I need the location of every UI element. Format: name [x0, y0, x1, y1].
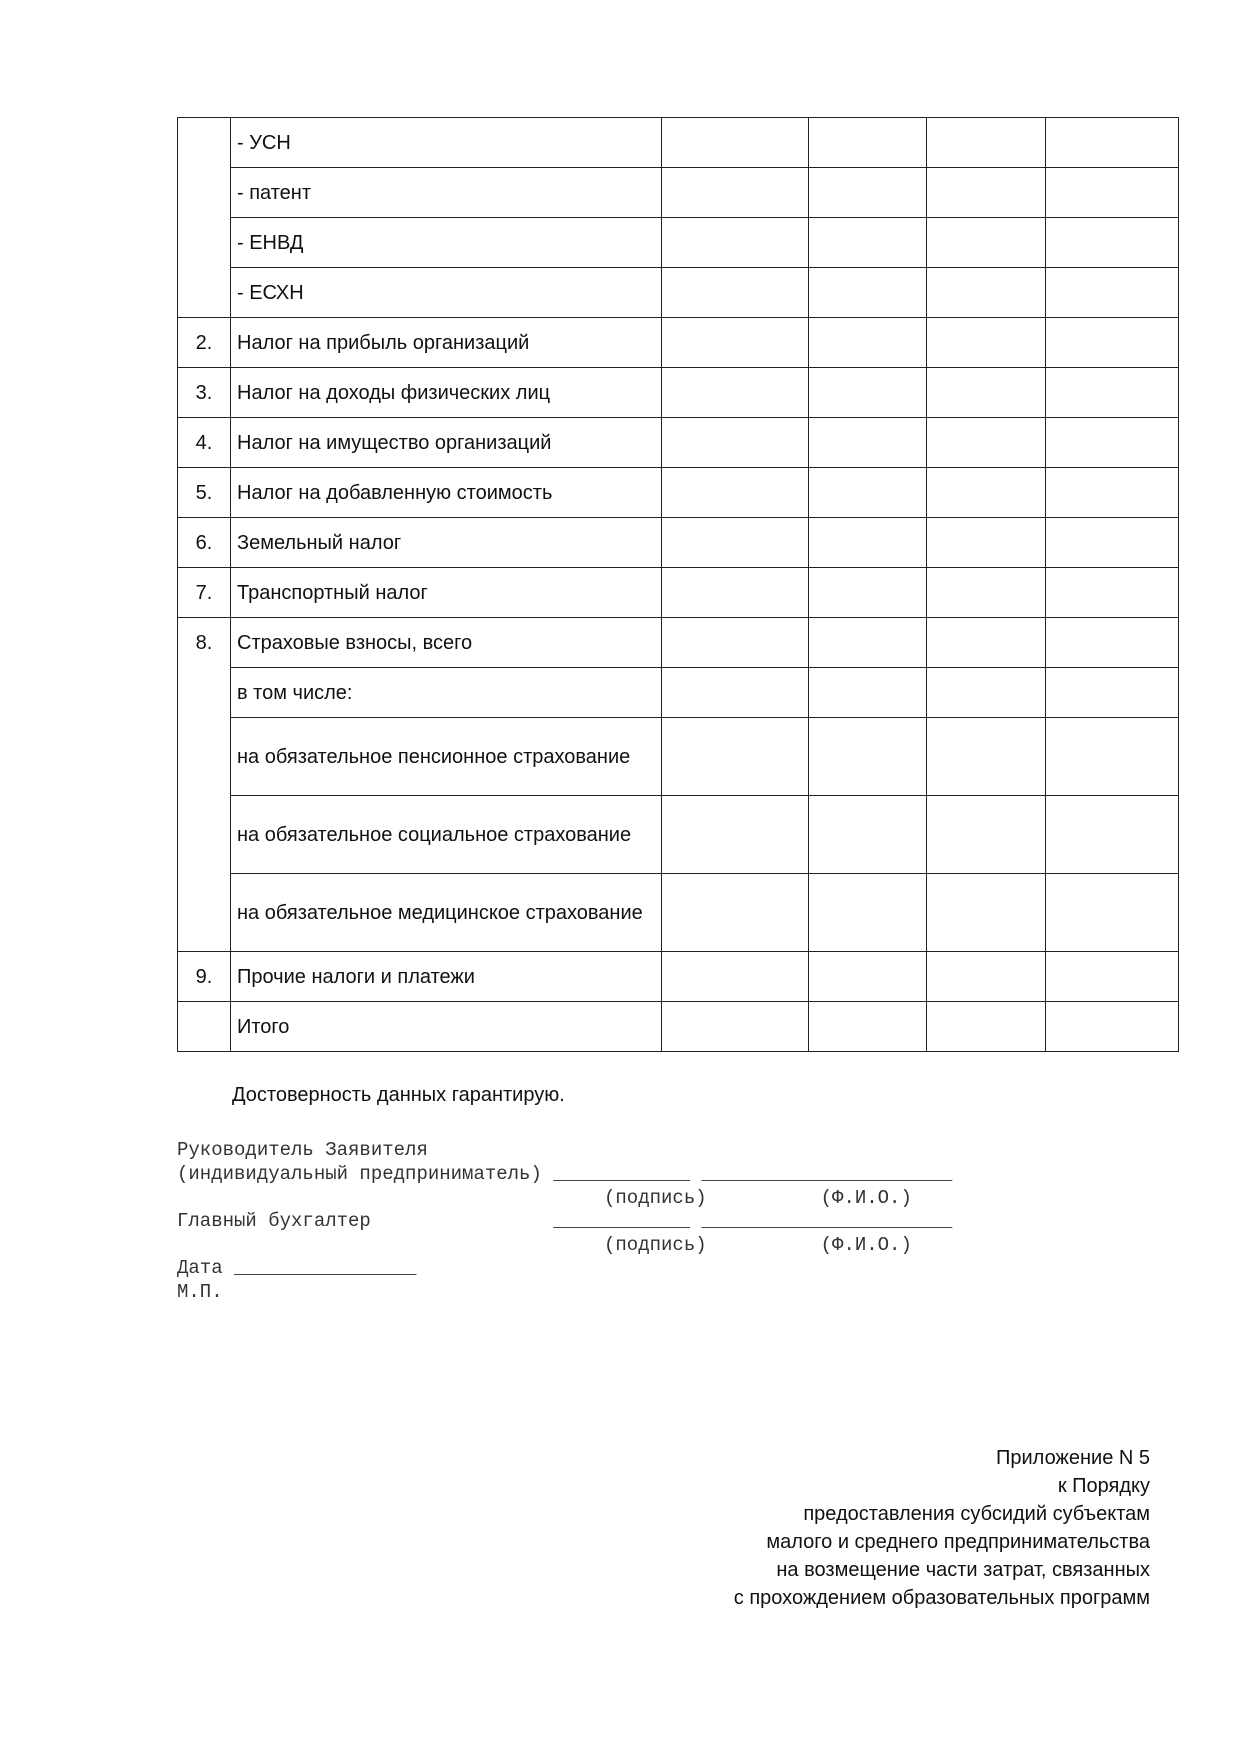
value-cell[interactable] — [927, 468, 1046, 518]
value-cell[interactable] — [809, 668, 927, 718]
value-cell[interactable] — [1046, 1002, 1179, 1052]
value-cell[interactable] — [927, 518, 1046, 568]
value-cell[interactable] — [809, 618, 927, 668]
tax-table — [177, 117, 1179, 1052]
value-cell[interactable] — [1046, 718, 1179, 796]
table-row — [178, 318, 1179, 368]
table-row — [178, 618, 1179, 668]
row-label: на обязательное пенсионное страхование — [231, 718, 662, 796]
value-cell[interactable] — [1046, 568, 1179, 618]
row-label: - ЕНВД — [231, 218, 662, 268]
table-row — [178, 168, 1179, 218]
row-label: в том числе: — [231, 668, 662, 718]
value-cell[interactable] — [1046, 518, 1179, 568]
value-cell[interactable] — [1046, 668, 1179, 718]
row-label: - патент — [231, 168, 662, 218]
guarantee-text: Достоверность данных гарантирую. — [232, 1084, 565, 1106]
value-cell[interactable] — [927, 368, 1046, 418]
value-cell[interactable] — [809, 268, 927, 318]
value-cell[interactable] — [927, 874, 1046, 952]
value-cell[interactable] — [1046, 468, 1179, 518]
value-cell[interactable] — [927, 168, 1046, 218]
value-cell[interactable] — [809, 118, 927, 168]
table-row — [178, 952, 1179, 1002]
value-cell[interactable] — [927, 1002, 1046, 1052]
row-label: Страховые взносы, всего — [231, 618, 662, 668]
row-label: Налог на прибыль организаций — [231, 318, 662, 368]
appendix-line: к Порядку — [1057, 1475, 1150, 1497]
value-cell[interactable] — [927, 218, 1046, 268]
value-cell[interactable] — [662, 468, 809, 518]
row-label: Налог на имущество организаций — [231, 418, 662, 468]
row-number: 6. — [178, 518, 231, 568]
value-cell[interactable] — [927, 718, 1046, 796]
value-cell[interactable] — [809, 368, 927, 418]
row-number — [178, 1002, 231, 1052]
value-cell[interactable] — [809, 318, 927, 368]
table-row — [178, 796, 1179, 874]
value-cell[interactable] — [1046, 168, 1179, 218]
row-label: - УСН — [231, 118, 662, 168]
value-cell[interactable] — [662, 218, 809, 268]
table-row — [178, 568, 1179, 618]
row-label: - ЕСХН — [231, 268, 662, 318]
row-number: 5. — [178, 468, 231, 518]
table-row — [178, 1002, 1179, 1052]
table-row — [178, 218, 1179, 268]
value-cell[interactable] — [1046, 218, 1179, 268]
row-number: 8. — [178, 618, 231, 952]
signature-head-line: (индивидуальный предприниматель) ____________ ______________________ — [177, 1163, 953, 1185]
value-cell[interactable] — [809, 796, 927, 874]
value-cell[interactable] — [809, 718, 927, 796]
value-cell[interactable] — [809, 874, 927, 952]
value-cell[interactable] — [662, 368, 809, 418]
value-cell[interactable] — [927, 418, 1046, 468]
table-row — [178, 518, 1179, 568]
value-cell[interactable] — [662, 118, 809, 168]
value-cell[interactable] — [1046, 418, 1179, 468]
value-cell[interactable] — [1046, 618, 1179, 668]
value-cell[interactable] — [1046, 268, 1179, 318]
row-number: 2. — [178, 318, 231, 368]
row-label: Налог на добавленную стоимость — [231, 468, 662, 518]
value-cell[interactable] — [662, 268, 809, 318]
signature-accountant-line: Главный бухгалтер ____________ ______________________ — [177, 1210, 953, 1232]
appendix-line: Приложение N 5 — [996, 1447, 1150, 1469]
value-cell[interactable] — [927, 668, 1046, 718]
row-label: на обязательное медицинское страхование — [231, 874, 662, 952]
row-number: 7. — [178, 568, 231, 618]
row-number: 3. — [178, 368, 231, 418]
table-row — [178, 718, 1179, 796]
value-cell[interactable] — [927, 318, 1046, 368]
value-cell[interactable] — [927, 618, 1046, 668]
stamp-place: М.П. — [177, 1281, 223, 1303]
value-cell[interactable] — [809, 168, 927, 218]
value-cell[interactable] — [662, 952, 809, 1002]
value-cell[interactable] — [927, 796, 1046, 874]
value-cell[interactable] — [809, 218, 927, 268]
row-label: Итого — [231, 1002, 662, 1052]
value-cell[interactable] — [1046, 796, 1179, 874]
row-number: 4. — [178, 418, 231, 468]
row-label: Прочие налоги и платежи — [231, 952, 662, 1002]
signature-head-label: Руководитель Заявителя — [177, 1139, 428, 1161]
value-cell[interactable] — [809, 952, 927, 1002]
value-cell[interactable] — [1046, 368, 1179, 418]
value-cell[interactable] — [1046, 874, 1179, 952]
value-cell[interactable] — [662, 418, 809, 468]
value-cell[interactable] — [662, 568, 809, 618]
value-cell[interactable] — [927, 268, 1046, 318]
table-row — [178, 874, 1179, 952]
value-cell[interactable] — [809, 1002, 927, 1052]
value-cell[interactable] — [809, 568, 927, 618]
table-row — [178, 118, 1179, 168]
row-label: на обязательное социальное страхование — [231, 796, 662, 874]
value-cell[interactable] — [662, 1002, 809, 1052]
row-number: 9. — [178, 952, 231, 1002]
value-cell[interactable] — [662, 318, 809, 368]
date-line: Дата ________________ — [177, 1257, 417, 1279]
table-row — [178, 468, 1179, 518]
row-label: Налог на доходы физических лиц — [231, 368, 662, 418]
value-cell[interactable] — [1046, 118, 1179, 168]
value-cell[interactable] — [927, 118, 1046, 168]
appendix-line: предоставления субсидий субъектам — [803, 1503, 1150, 1525]
value-cell[interactable] — [662, 518, 809, 568]
value-cell[interactable] — [662, 668, 809, 718]
value-cell[interactable] — [927, 568, 1046, 618]
appendix-line: на возмещение части затрат, связанных — [776, 1559, 1150, 1581]
table-row — [178, 368, 1179, 418]
row-label: Земельный налог — [231, 518, 662, 568]
signature-head-caption: (подпись) (Ф.И.О.) — [604, 1187, 912, 1209]
value-cell[interactable] — [662, 718, 809, 796]
value-cell[interactable] — [809, 418, 927, 468]
value-cell[interactable] — [662, 874, 809, 952]
value-cell[interactable] — [809, 468, 927, 518]
row-label: Транспортный налог — [231, 568, 662, 618]
table-row — [178, 418, 1179, 468]
value-cell[interactable] — [662, 796, 809, 874]
signature-accountant-caption: (подпись) (Ф.И.О.) — [604, 1234, 912, 1256]
value-cell[interactable] — [662, 618, 809, 668]
appendix-line: малого и среднего предпринимательства — [766, 1531, 1150, 1553]
row-number — [178, 118, 231, 318]
value-cell[interactable] — [1046, 318, 1179, 368]
value-cell[interactable] — [662, 168, 809, 218]
appendix-header — [734, 1444, 1150, 1612]
table-row — [178, 668, 1179, 718]
table-row — [178, 268, 1179, 318]
value-cell[interactable] — [1046, 952, 1179, 1002]
value-cell[interactable] — [809, 518, 927, 568]
appendix-line: с прохождением образовательных программ — [733, 1587, 1150, 1609]
value-cell[interactable] — [927, 952, 1046, 1002]
